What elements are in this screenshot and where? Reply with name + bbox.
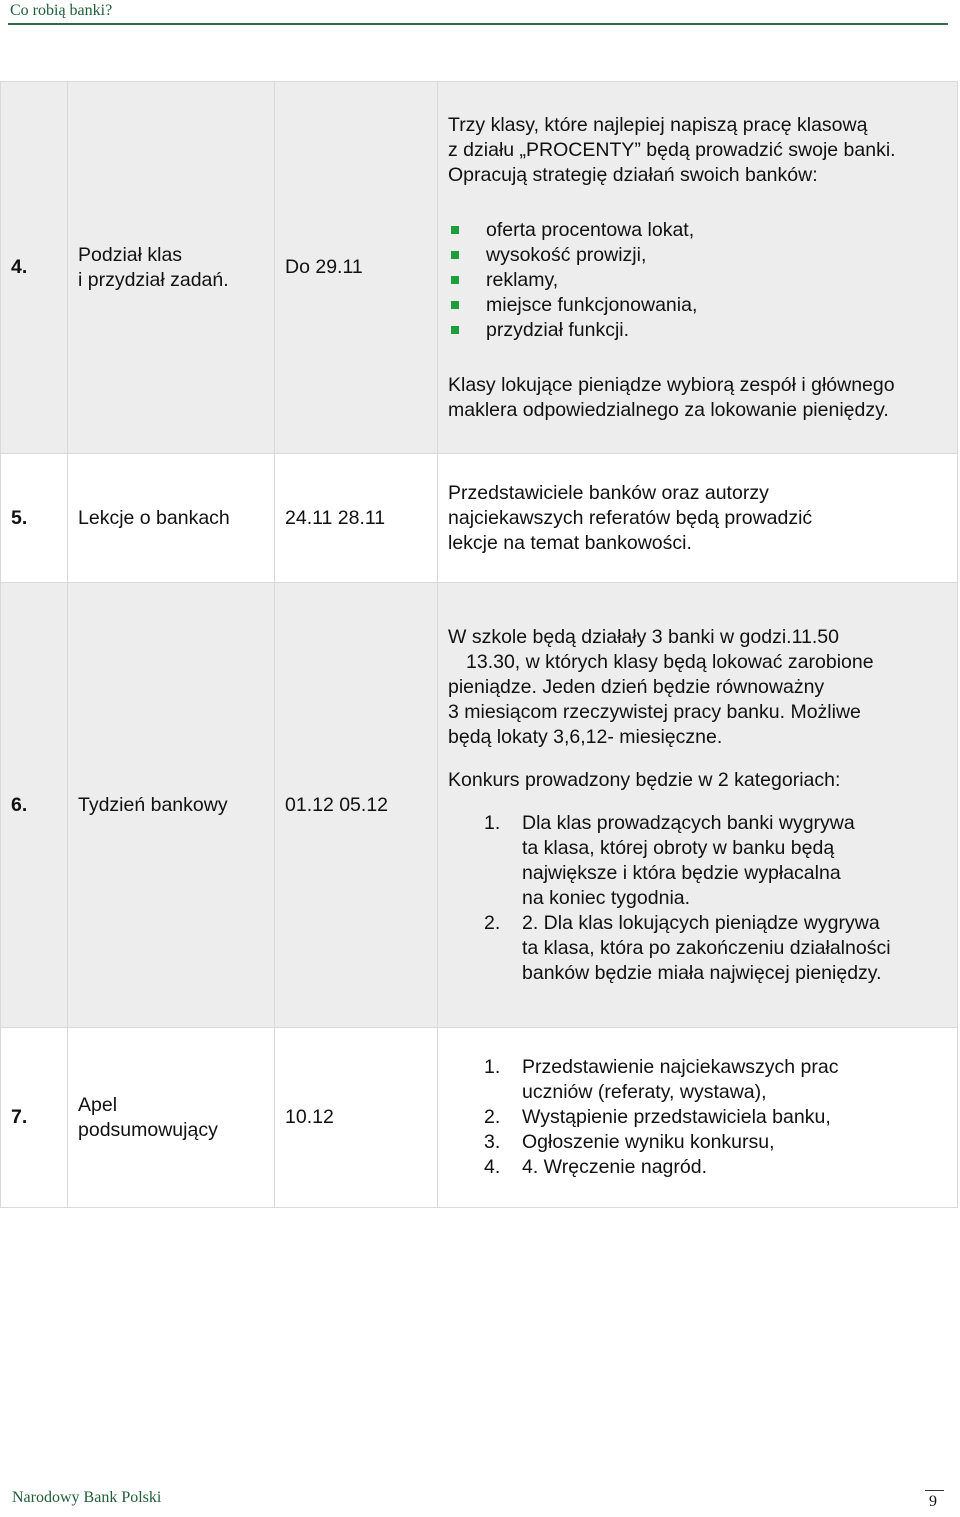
list-item: miejsce funkcjonowania, bbox=[486, 293, 947, 318]
footer-organization: Narodowy Bank Polski bbox=[12, 1489, 162, 1506]
description-line: 13.30, w których klasy będą lokować zarobione bbox=[466, 650, 874, 673]
activity-cell bbox=[68, 82, 275, 454]
list-line: uczniów (referaty, wystawa), bbox=[522, 1081, 767, 1103]
page-header-title: Co robią banki? bbox=[10, 2, 113, 19]
table-row bbox=[1, 82, 958, 454]
header-divider bbox=[8, 23, 948, 25]
page-number: 9 bbox=[929, 1493, 937, 1510]
description-cell bbox=[438, 454, 958, 583]
description-line: Przedstawiciele banków oraz autorzy bbox=[448, 481, 769, 504]
date-cell: 10.12 bbox=[275, 1028, 438, 1208]
list-number: 2. bbox=[484, 911, 501, 934]
activity-line: podsumowujący bbox=[78, 1118, 218, 1141]
description-line: Klasy lokujące pieniądze wybiorą zespół i głównego bbox=[448, 373, 895, 396]
activity-line: Apel bbox=[78, 1093, 118, 1116]
description-line: pieniądze. Jeden dzień będzie równoważny bbox=[448, 675, 825, 698]
description-cell bbox=[438, 82, 958, 454]
activity-line: Podział klas bbox=[78, 243, 183, 266]
list-line: ta klasa, która po zakończeniu działalności bbox=[522, 936, 891, 959]
bullet-list bbox=[448, 218, 947, 343]
date-cell: 01.12 05.12 bbox=[275, 583, 438, 1028]
description-line: z działu „PROCENTY” będą prowadzić swoje banki. bbox=[448, 138, 896, 161]
schedule-table bbox=[0, 81, 958, 1208]
description-cell bbox=[438, 583, 958, 1028]
list-item: przydział funkcji. bbox=[486, 318, 947, 343]
description-line: będą lokaty 3,6,12- miesięczne. bbox=[448, 725, 723, 748]
description-line: Opracują strategię działań swoich banków: bbox=[448, 163, 818, 186]
list-line: 2. Dla klas lokujących pieniądze wygrywa bbox=[522, 911, 880, 934]
activity-cell: Lekcje o bankach bbox=[68, 454, 275, 583]
date-cell: 24.11 28.11 bbox=[275, 454, 438, 583]
activity-cell bbox=[68, 1028, 275, 1208]
row-number: 7. bbox=[1, 1028, 68, 1208]
row-number: 5. bbox=[1, 454, 68, 583]
list-number: 4. bbox=[484, 1156, 501, 1178]
description-line: 3 miesiącom rzeczywistej pracy banku. Możliwe bbox=[448, 700, 861, 723]
list-line: Przedstawienie najciekawszych prac bbox=[522, 1056, 839, 1078]
list-line: Dla klas prowadzących banki wygrywa bbox=[522, 811, 855, 834]
list-line: banków będzie miała najwięcej pieniędzy. bbox=[522, 961, 882, 984]
table-row bbox=[1, 454, 958, 583]
list-number: 1. bbox=[484, 811, 501, 834]
list-item bbox=[448, 811, 947, 911]
list-item bbox=[448, 911, 947, 986]
list-item bbox=[448, 1130, 947, 1155]
list-line: 4. Wręczenie nagród. bbox=[522, 1156, 707, 1178]
description-line: lekcje na temat bankowości. bbox=[448, 531, 692, 554]
table-row bbox=[1, 583, 958, 1028]
list-number: 3. bbox=[484, 1131, 501, 1153]
list-line: ta klasa, której obroty w banku będą bbox=[522, 836, 835, 859]
description-line: najciekawszych referatów będą prowadzić bbox=[448, 506, 813, 529]
list-item: reklamy, bbox=[486, 268, 947, 293]
footer-page-rule bbox=[925, 1490, 944, 1491]
description-line: Trzy klasy, które najlepiej napiszą pracę klasową bbox=[448, 113, 868, 136]
list-item: oferta procentowa lokat, bbox=[486, 218, 947, 243]
list-line: Ogłoszenie wyniku konkursu, bbox=[522, 1131, 775, 1153]
list-number: 2. bbox=[484, 1106, 501, 1128]
date-cell: Do 29.11 bbox=[275, 82, 438, 454]
activity-cell: Tydzień bankowy bbox=[68, 583, 275, 1028]
list-item bbox=[448, 1155, 947, 1180]
list-item bbox=[448, 1055, 947, 1105]
row-number: 6. bbox=[1, 583, 68, 1028]
list-line: na koniec tygodnia. bbox=[522, 886, 691, 909]
description-line: W szkole będą działały 3 banki w godzi.11.50 bbox=[448, 625, 839, 648]
description-line: Konkurs prowadzony będzie w 2 kategoriach: bbox=[448, 768, 841, 791]
numbered-list bbox=[448, 811, 947, 986]
table-row bbox=[1, 1028, 958, 1208]
activity-line: i przydział zadań. bbox=[78, 268, 229, 291]
list-item: wysokość prowizji, bbox=[486, 243, 947, 268]
list-item bbox=[448, 1105, 947, 1130]
numbered-list bbox=[448, 1055, 947, 1180]
list-line: Wystąpienie przedstawiciela banku, bbox=[522, 1106, 831, 1128]
row-number: 4. bbox=[1, 82, 68, 454]
list-line: największe i która będzie wypłacalna bbox=[522, 861, 841, 884]
description-line: maklera odpowiedzialnego za lokowanie pieniędzy. bbox=[448, 398, 889, 421]
list-number: 1. bbox=[484, 1056, 501, 1078]
description-cell bbox=[438, 1028, 958, 1208]
